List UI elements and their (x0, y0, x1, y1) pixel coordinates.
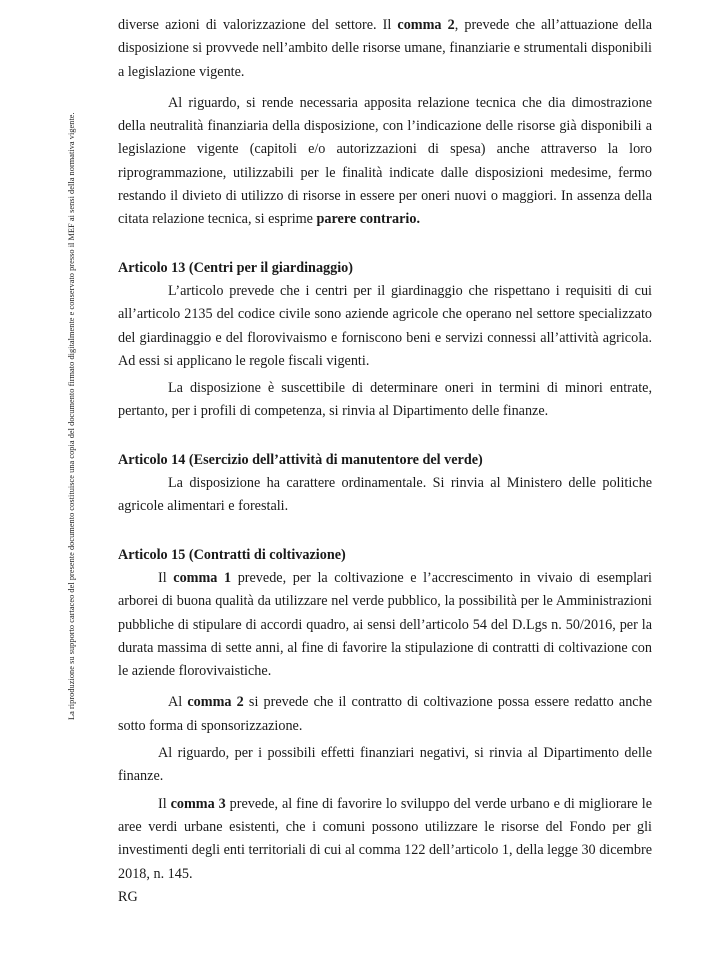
art15-paragraph-2: Al comma 2 si prevede che il contratto di coltivazione possa essere redatto anche sotto forma di sponsorizzazione. (118, 694, 652, 734)
parere-contrario: parere contrario. (316, 211, 421, 228)
comma-2-ref: comma 2 (187, 694, 244, 711)
art14-heading: Articolo 14 (Esercizio dell’attività di manutentore del verde) (118, 451, 483, 468)
art15-paragraph-1: Il comma 1 prevede, per la coltivazione e l’accrescimento in vivaio di esemplari arborei di buona qualità da utilizzare nel verde pubblico, la possibilità per le Amministrazioni pubbliche di stipulare di accordi quadro, ai sensi dell’articolo 54 del D.Lgs n. 50/2016, per la durata massima di sette anni, al fine di favorire la stipulazione di contratti di coltivazione con le aziende florovivaistiche. (118, 569, 652, 680)
art13-paragraph-1: L’articolo prevede che i centri per il giardinaggio che rispettano i requisiti di cui all’articolo 2135 del codice civile sono aziende agricole che operano nel settore specializzato del giardinaggio e del florovivaismo e forniscono beni e servizi connessi all’attività agricola. Ad essi si applicano le regole fiscali vigenti. (118, 282, 652, 369)
art14-paragraph-1: La disposizione ha carattere ordinamentale. Si rinvia al Ministero delle politiche agricole alimentari e forestali. (118, 475, 652, 515)
intro-paragraph-2: Al riguardo, si rende necessaria apposita relazione tecnica che dia dimostrazione della neutralità finanziaria della disposizione, con l’indicazione delle risorse già disponibili a legislazione vigente (capitoli e/o autorizzazioni di spesa) anche attraverso la loro riprogrammazione, utilizzabili per le finalità indicate dalle disposizioni medesime, fermo restando il divieto di utilizzo di risorse in essere per oneri nuovi o maggiori. In assenza della citata relazione tecnica, si esprime parere contrario. (118, 94, 652, 228)
art13-paragraph-2: La disposizione è suscettibile di determinare oneri in termini di minori entrate, pertanto, per i profili di competenza, si rinvia al Dipartimento delle finanze. (118, 380, 652, 420)
document-body (118, 14, 652, 909)
signature-initials: RG (118, 888, 138, 905)
art15-paragraph-4: Il comma 3 prevede, al fine di favorire lo sviluppo del verde urbano e di migliorare le aree verdi urbane esistenti, che i comuni possono utilizzare le risorse del Fondo per gli investimenti degli enti territoriali di cui al comma 122 dell’articolo 1, della legge 30 dicembre 2018, n. 145. (118, 795, 653, 882)
comma-3-ref: comma 3 (170, 795, 226, 812)
comma-1-ref: comma 1 (173, 569, 232, 586)
art15-paragraph-3: Al riguardo, per i possibili effetti finanziari negativi, si rinvia al Dipartimento delle finanze. (118, 745, 652, 785)
art13-heading: Articolo 13 (Centri per il giardinaggio) (118, 259, 353, 276)
intro-paragraph-1: diverse azioni di valorizzazione del settore. Il comma 2, prevede che all’attuazione della disposizione si provvede nell’ambito delle risorse umane, finanziarie e strumentali disponibili a legislazione vigente. (118, 17, 652, 80)
comma-2-ref: comma 2 (397, 17, 455, 33)
margin-disclaimer: La riproduzione su supporto cartaceo del presente documento costituisce una copia del documento firmato digitalmente e conservato presso il MEF ai sensi della normativa vigente. (67, 112, 76, 720)
art15-heading: Articolo 15 (Contratti di coltivazione) (118, 546, 346, 563)
